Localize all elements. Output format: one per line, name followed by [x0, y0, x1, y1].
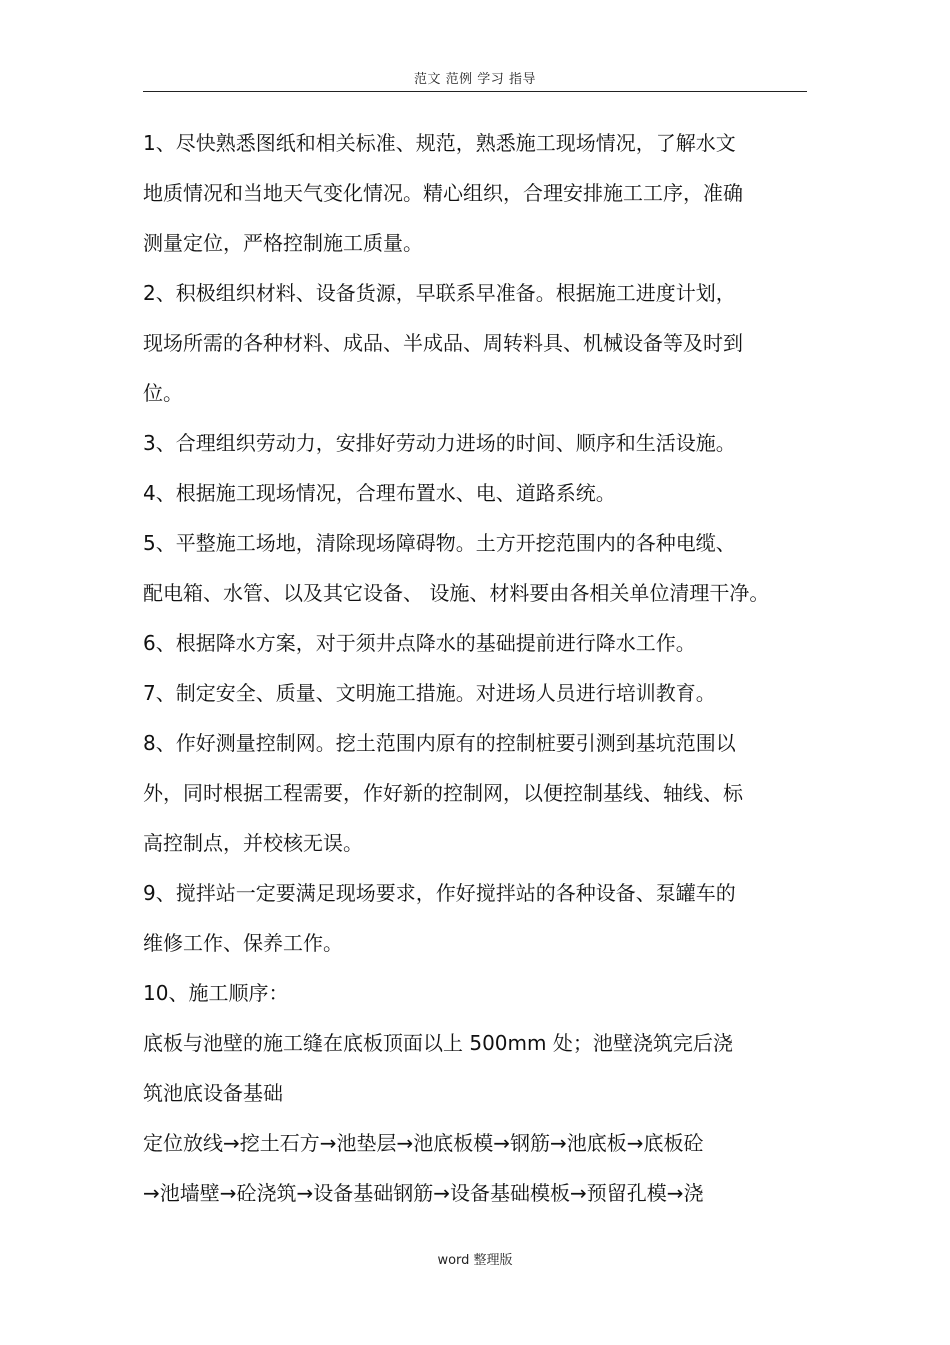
text-line-13: 8、作好测量控制网。挖土范围内原有的控制桩要引测到基坑范围以 — [143, 731, 736, 755]
text-line-2: 地质情况和当地天气变化情况。精心组织，合理安排施工工序，准确 — [143, 181, 743, 205]
text-line-21: 定位放线→挖土石方→池垫层→池底板模→钢筋→池底板→底板砼 — [143, 1131, 704, 1155]
text-line-14: 外，同时根据工程需要，作好新的控制网，以便控制基线、轴线、标 — [143, 781, 743, 805]
text-line-18: 10、施工顺序： — [143, 981, 289, 1005]
text-line-1: 1、尽快熟悉图纸和相关标准、规范，熟悉施工现场情况，了解水文 — [143, 131, 736, 155]
text-line-19: 底板与池壁的施工缝在底板顶面以上 500mm 处；池壁浇筑完后浇 — [143, 1031, 733, 1055]
text-line-4: 2、积极组织材料、设备货源，早联系早准备。根据施工进度计划， — [143, 281, 736, 305]
text-line-22: →池墙壁→砼浇筑→设备基础钢筋→设备基础模板→预留孔模→浇 — [143, 1181, 704, 1205]
text-line-3: 测量定位，严格控制施工质量。 — [143, 231, 423, 255]
text-line-16: 9、搅拌站一定要满足现场要求，作好搅拌站的各种设备、泵罐车的 — [143, 881, 736, 905]
text-line-6: 位。 — [143, 381, 183, 405]
text-line-17: 维修工作、保养工作。 — [143, 931, 343, 955]
header-rule — [143, 91, 807, 92]
text-line-9: 5、平整施工场地，清除现场障碍物。土方开挖范围内的各种电缆、 — [143, 531, 736, 555]
text-line-15: 高控制点，并校核无误。 — [143, 831, 363, 855]
page-footer: word 整理版 — [437, 1253, 513, 1268]
text-line-12: 7、制定安全、质量、文明施工措施。对进场人员进行培训教育。 — [143, 681, 716, 705]
page-header: 范文 范例 学习 指导 — [414, 72, 536, 87]
text-line-11: 6、根据降水方案，对于须井点降水的基础提前进行降水工作。 — [143, 631, 696, 655]
text-line-7: 3、合理组织劳动力，安排好劳动力进场的时间、顺序和生活设施。 — [143, 431, 736, 455]
text-line-10: 配电箱、水管、以及其它设备、 设施、材料要由各相关单位清理干净。 — [143, 581, 770, 605]
text-line-20: 筑池底设备基础 — [143, 1081, 283, 1105]
document-body — [143, 118, 807, 1218]
text-line-5: 现场所需的各种材料、成品、半成品、周转料具、机械设备等及时到 — [143, 331, 743, 355]
text-line-8: 4、根据施工现场情况，合理布置水、电、道路系统。 — [143, 481, 616, 505]
